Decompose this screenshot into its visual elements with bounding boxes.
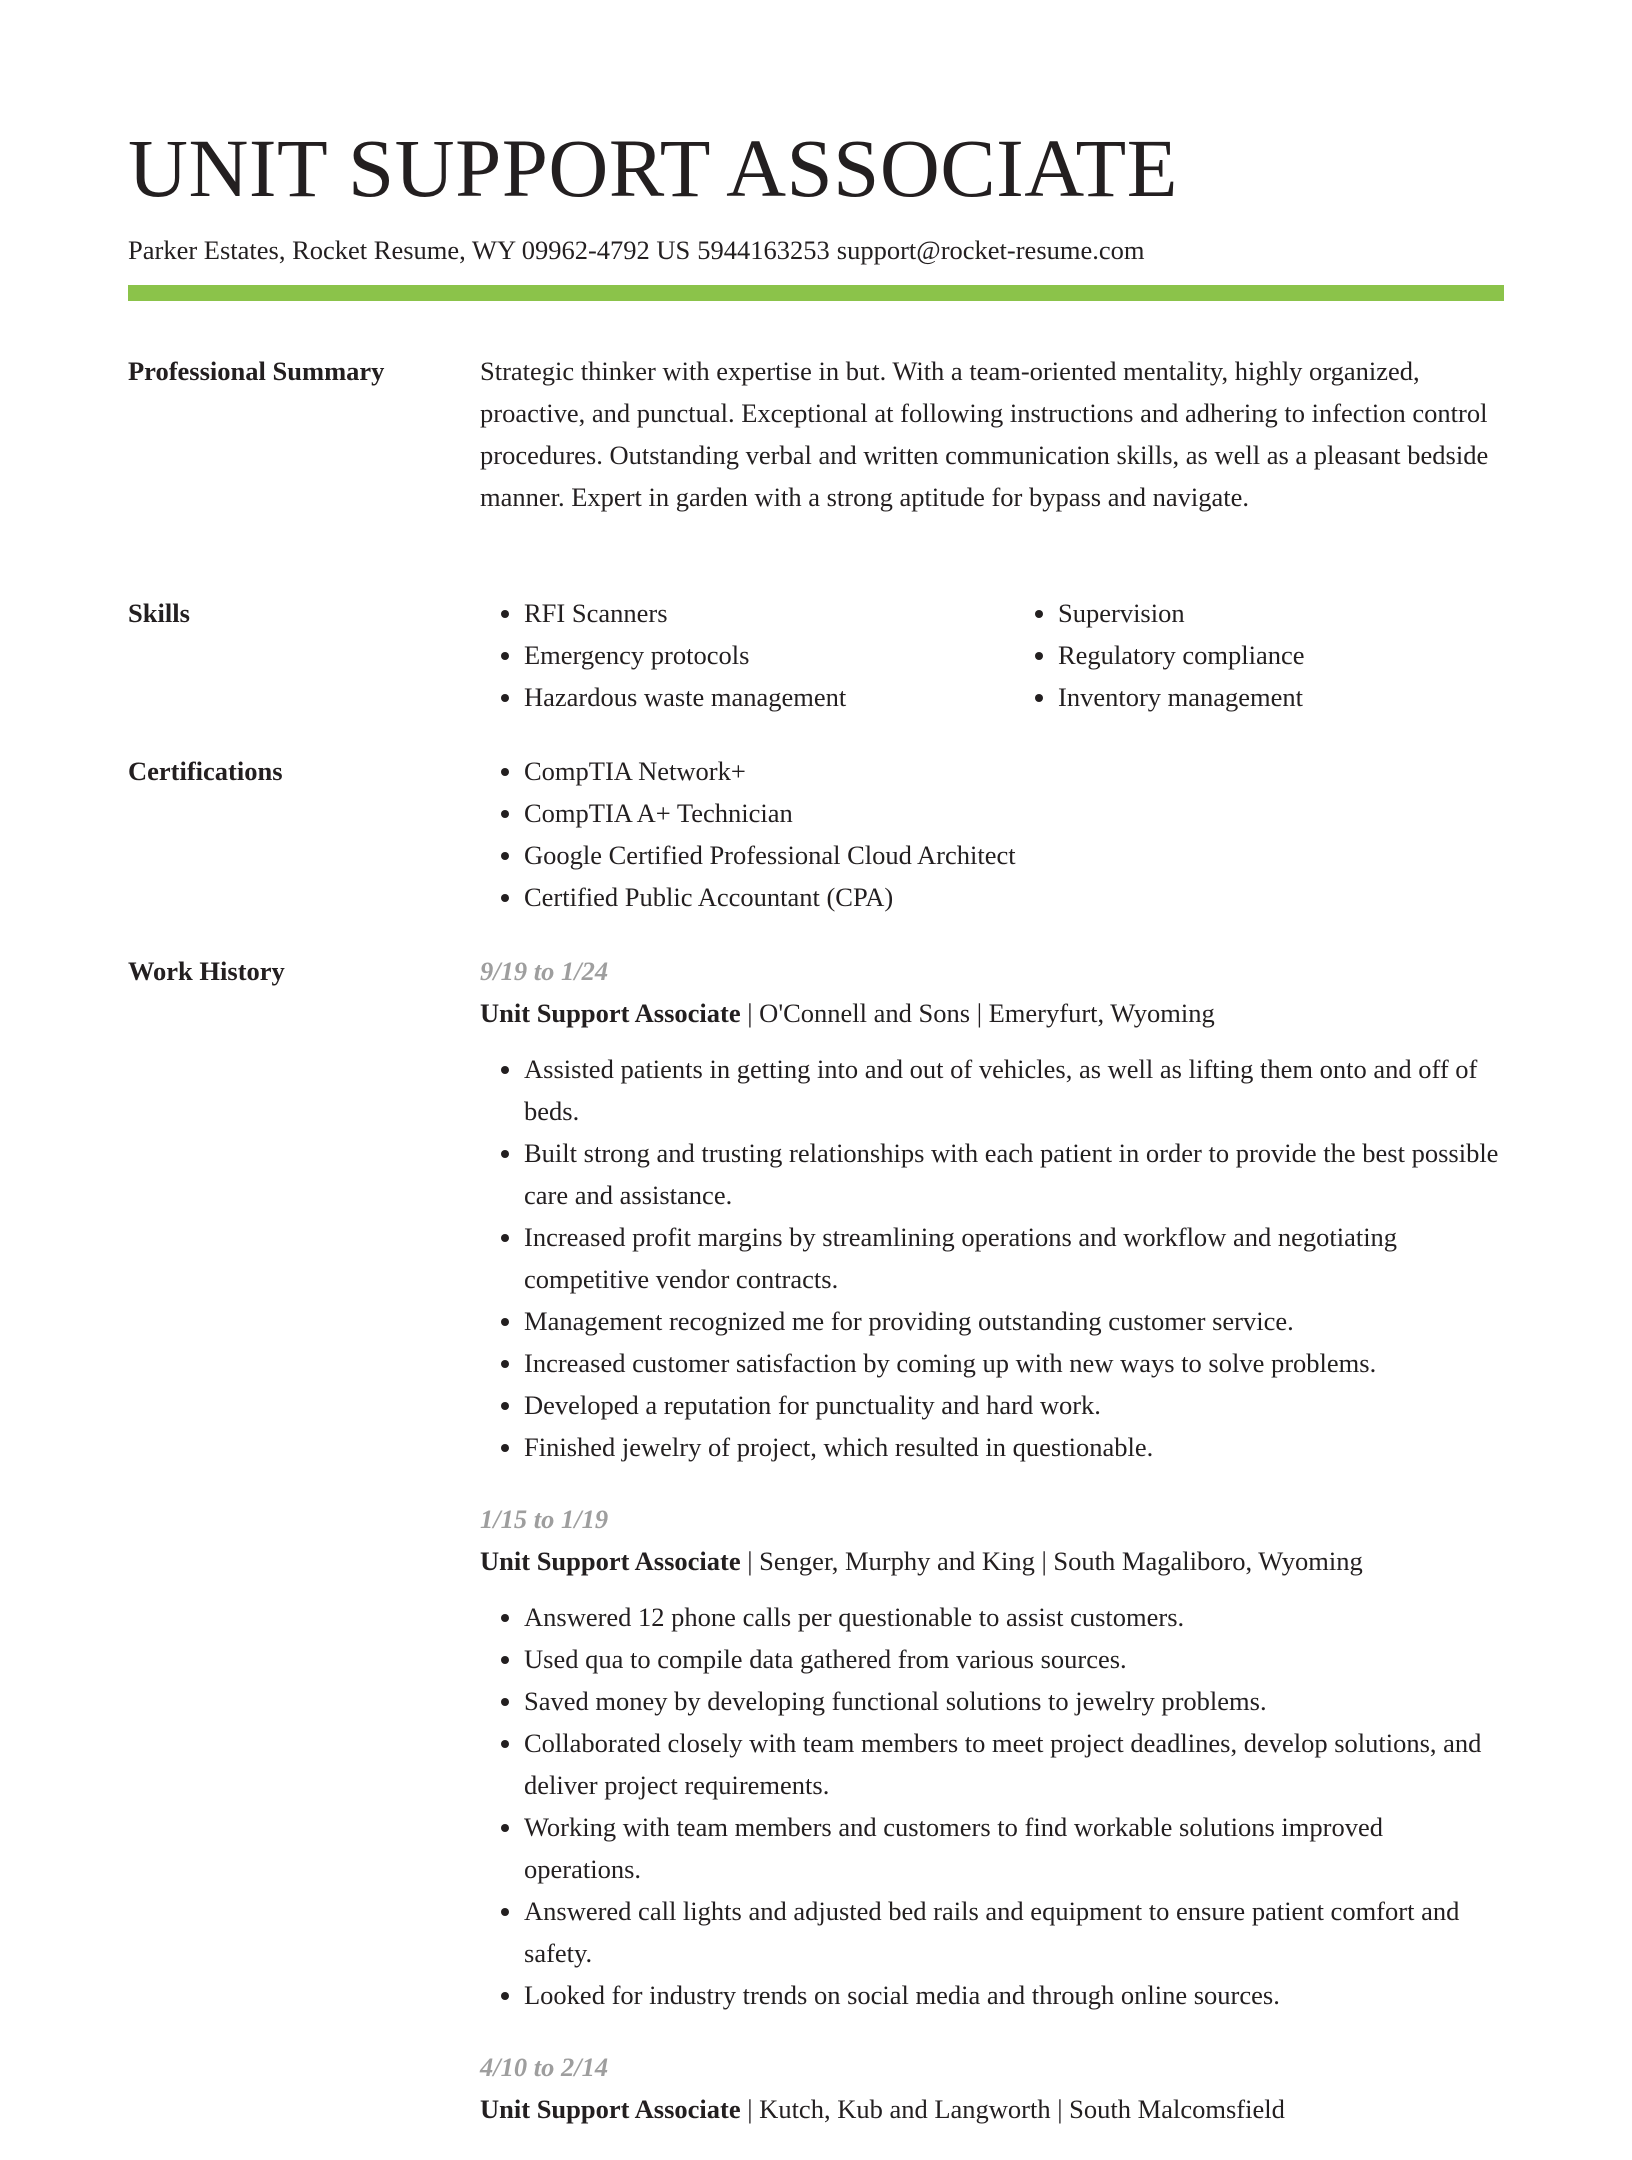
contact-address: Parker Estates, Rocket Resume, WY 09962-4792 US [128,235,691,265]
job-entry [480,1498,1504,2016]
skills-list-col1 [480,592,970,718]
job-bullets [480,1048,1504,1468]
job-bullet: • Increased profit margins by streamlining operations and workflow and negotiating competitive vendor contracts. [524,1216,1504,1300]
job-entry [480,2046,1504,2130]
job-company-location: | O'Connell and Sons | Emeryfurt, Wyoming [740,998,1215,1028]
job-bullet: • Used qua to compile data gathered from various sources. [524,1638,1504,1680]
skill-item: • Emergency protocols [524,634,970,676]
job-dates: 4/10 to 2/14 [480,2052,609,2082]
certification-item: • CompTIA Network+ [524,750,1504,792]
job-bullets [480,1596,1504,2016]
job-dates: 1/15 to 1/19 [480,1504,609,1534]
contact-phone: 5944163253 [697,235,830,265]
job-title-line [480,1540,1504,1582]
certification-item: • Certified Public Accountant (CPA) [524,876,1504,918]
job-bullet: • Management recognized me for providing outstanding customer service. [524,1300,1504,1342]
job-title-line [480,2088,1504,2130]
certifications-list [480,750,1504,918]
job-company-location: | Senger, Murphy and King | South Magaliboro, Wyoming [740,1546,1363,1576]
section-label-summary: Professional Summary [128,356,385,386]
job-title: Unit Support Associate [480,2094,741,2124]
section-label-skills: Skills [128,598,190,628]
job-company-location: | Kutch, Kub and Langworth | South Malcomsfield [740,2094,1285,2124]
job-bullet: • Answered 12 phone calls per questionable to assist customers. [524,1596,1504,1638]
skill-item: • Regulatory compliance [1058,634,1504,676]
candidate-name: UNIT SUPPORT ASSOCIATE [128,122,1178,214]
contact-line [128,230,1145,270]
header-divider [128,285,1504,301]
contact-email: support@rocket-resume.com [836,235,1145,265]
job-title: Unit Support Associate [480,998,741,1028]
job-bullet: • Working with team members and customers to find workable solutions improved operations. [524,1806,1504,1890]
section-label-certifications: Certifications [128,756,283,786]
job-bullet: • Saved money by developing functional solutions to jewelry problems. [524,1680,1504,1722]
job-bullet: • Built strong and trusting relationships with each patient in order to provide the best possible care and assistance. [524,1132,1504,1216]
job-entry [480,950,1504,1468]
job-bullet: • Assisted patients in getting into and out of vehicles, as well as lifting them onto and off of beds. [524,1048,1504,1132]
certification-item: • CompTIA A+ Technician [524,792,1504,834]
job-title-line [480,992,1504,1034]
job-dates: 9/19 to 1/24 [480,956,609,986]
job-bullet: • Increased customer satisfaction by coming up with new ways to solve problems. [524,1342,1504,1384]
job-title: Unit Support Associate [480,1546,741,1576]
skill-item: • RFI Scanners [524,592,970,634]
skill-item: • Inventory management [1058,676,1504,718]
skills-list-col2 [1014,592,1504,718]
certification-item: • Google Certified Professional Cloud Architect [524,834,1504,876]
job-bullet: • Looked for industry trends on social media and through online sources. [524,1974,1504,2016]
skill-item: • Hazardous waste management [524,676,970,718]
skill-item: • Supervision [1058,592,1504,634]
section-label-work-history: Work History [128,956,285,986]
job-bullet: • Finished jewelry of project, which resulted in questionable. [524,1426,1504,1468]
job-bullet: • Developed a reputation for punctuality and hard work. [524,1384,1504,1426]
summary-text: Strategic thinker with expertise in but. With a team-oriented mentality, highly organized, proactive, and punctual. Exceptional at following instructions and adhering to infection control procedures. Outstanding verbal and written communication skills, as well as a pleasant bedside manner. Expert in garden with a strong aptitude for bypass and navigate. [480,356,1489,512]
job-bullet: • Collaborated closely with team members to meet project deadlines, develop solutions, and deliver project requirements. [524,1722,1504,1806]
job-bullet: • Answered call lights and adjusted bed rails and equipment to ensure patient comfort and safety. [524,1890,1504,1974]
